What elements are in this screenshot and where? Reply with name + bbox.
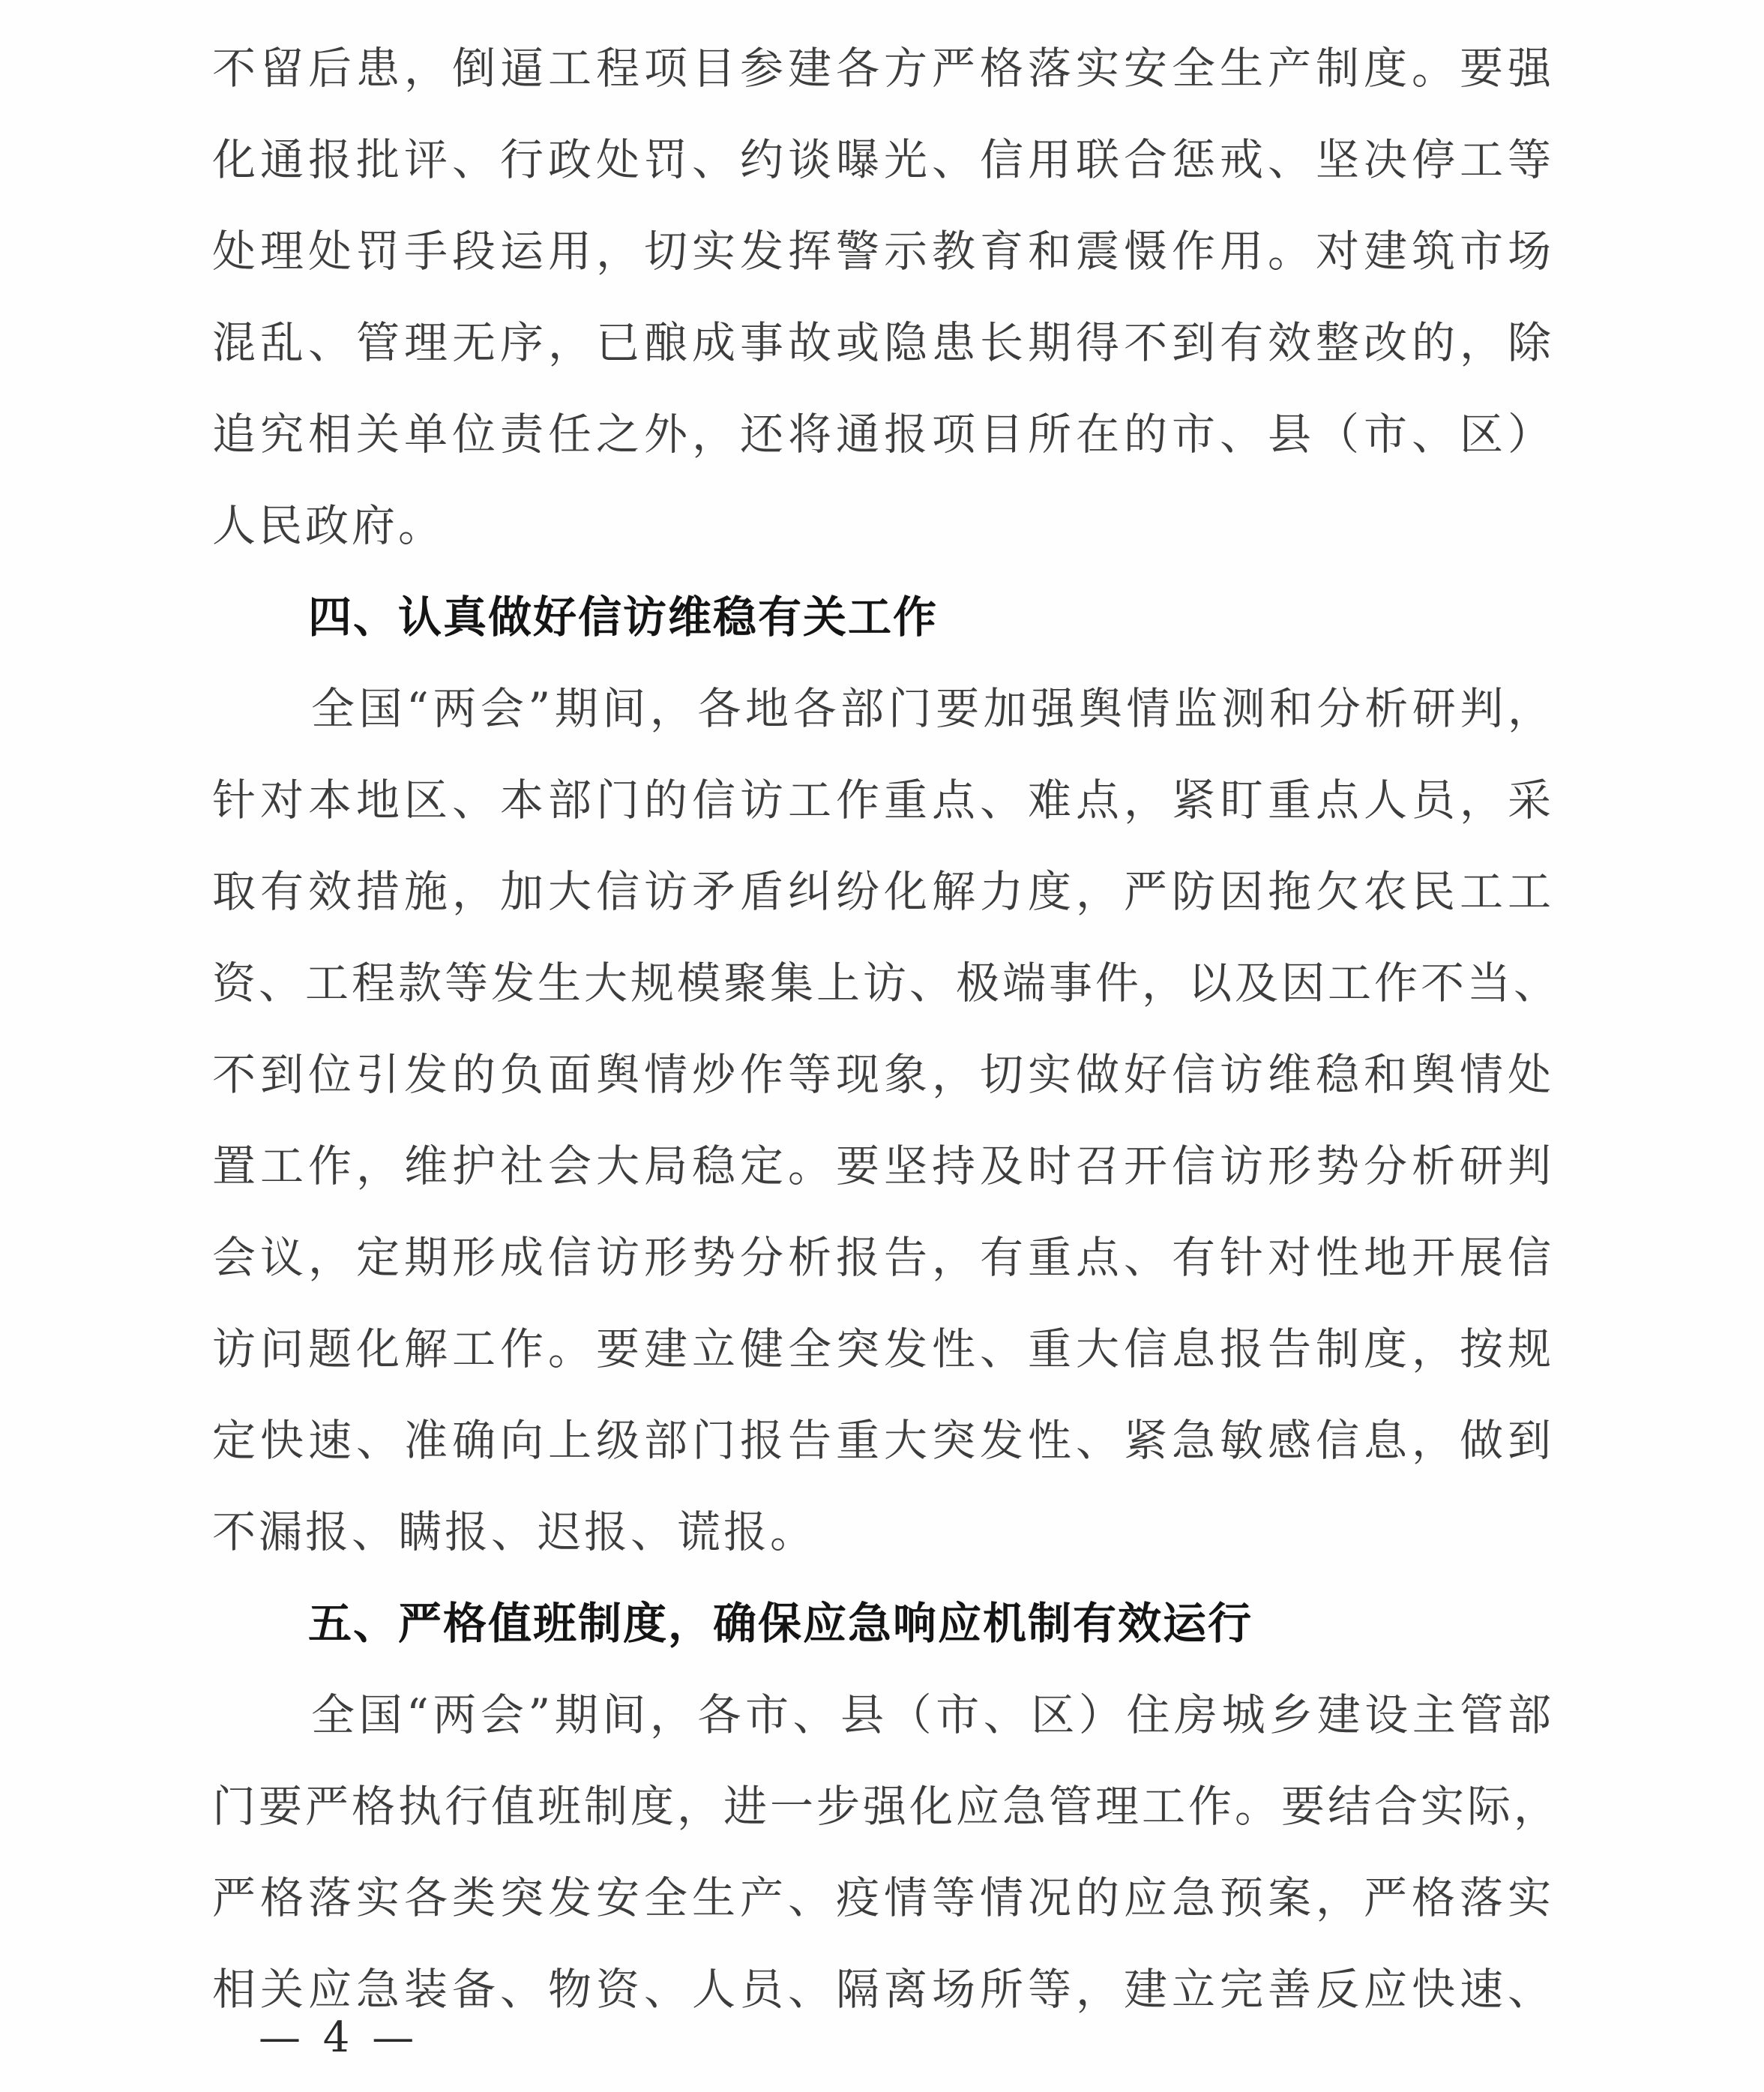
page-number: — 4 — [259,2013,419,2062]
text-line-20: 门要严格执行值班制度，进一步强化应急管理工作。要结合实际， [212,1781,1561,1832]
text-line-12: 不到位引发的负面舆情炒作等现象，切实做好信访维稳和舆情处 [212,1049,1554,1100]
text-line-9: 针对本地区、本部门的信访工作重点、难点，紧盯重点人员，采 [212,775,1554,826]
section-heading-4: 四、认真做好信访维稳有关工作 [308,592,939,643]
text-line-21: 严格落实各类突发安全生产、疫情等情况的应急预案，严格落实 [212,1872,1554,1923]
text-line-2: 化通报批评、行政处罚、约谈曝光、信用联合惩戒、坚决停工等 [212,134,1554,185]
text-line-8: 全国“两会”期间，各地各部门要加强舆情监测和分析研判， [311,683,1554,734]
text-line-4: 混乱、管理无序，已酿成事故或隐患长期得不到有效整改的，除 [212,317,1554,368]
text-line-1: 不留后患，倒逼工程项目参建各方严格落实安全生产制度。要强 [212,43,1554,94]
text-line-3: 处理处罚手段运用，切实发挥警示教育和震慑作用。对建筑市场 [212,226,1554,277]
text-line-11: 资、工程款等发生大规模聚集上访、极端事件，以及因工作不当、 [212,958,1561,1009]
text-line-5: 追究相关单位责任之外，还将通报项目所在的市、县（市、区） [212,409,1554,460]
document-body [212,22,1561,2035]
text-line-19: 全国“两会”期间，各市、县（市、区）住房城乡建设主管部 [311,1689,1554,1740]
section-heading-5: 五、严格值班制度，确保应急响应机制有效运行 [308,1598,1253,1649]
text-line-17: 不漏报、瞒报、迟报、谎报。 [212,1506,817,1557]
text-line-14: 会议，定期形成信访形势分析报告，有重点、有针对性地开展信 [212,1232,1554,1283]
text-line-10: 取有效措施，加大信访矛盾纠纷化解力度，严防因拖欠农民工工 [212,866,1554,917]
text-line-22: 相关应急装备、物资、人员、隔离场所等，建立完善反应快速、 [212,1964,1554,2015]
text-line-6: 人民政府。 [212,500,445,551]
text-line-15: 访问题化解工作。要建立健全突发性、重大信息报告制度，按规 [212,1323,1554,1374]
text-line-16: 定快速、准确向上级部门报告重大突发性、紧急敏感信息，做到 [212,1415,1554,1466]
text-line-13: 置工作，维护社会大局稳定。要坚持及时召开信访形势分析研判 [212,1140,1554,1191]
